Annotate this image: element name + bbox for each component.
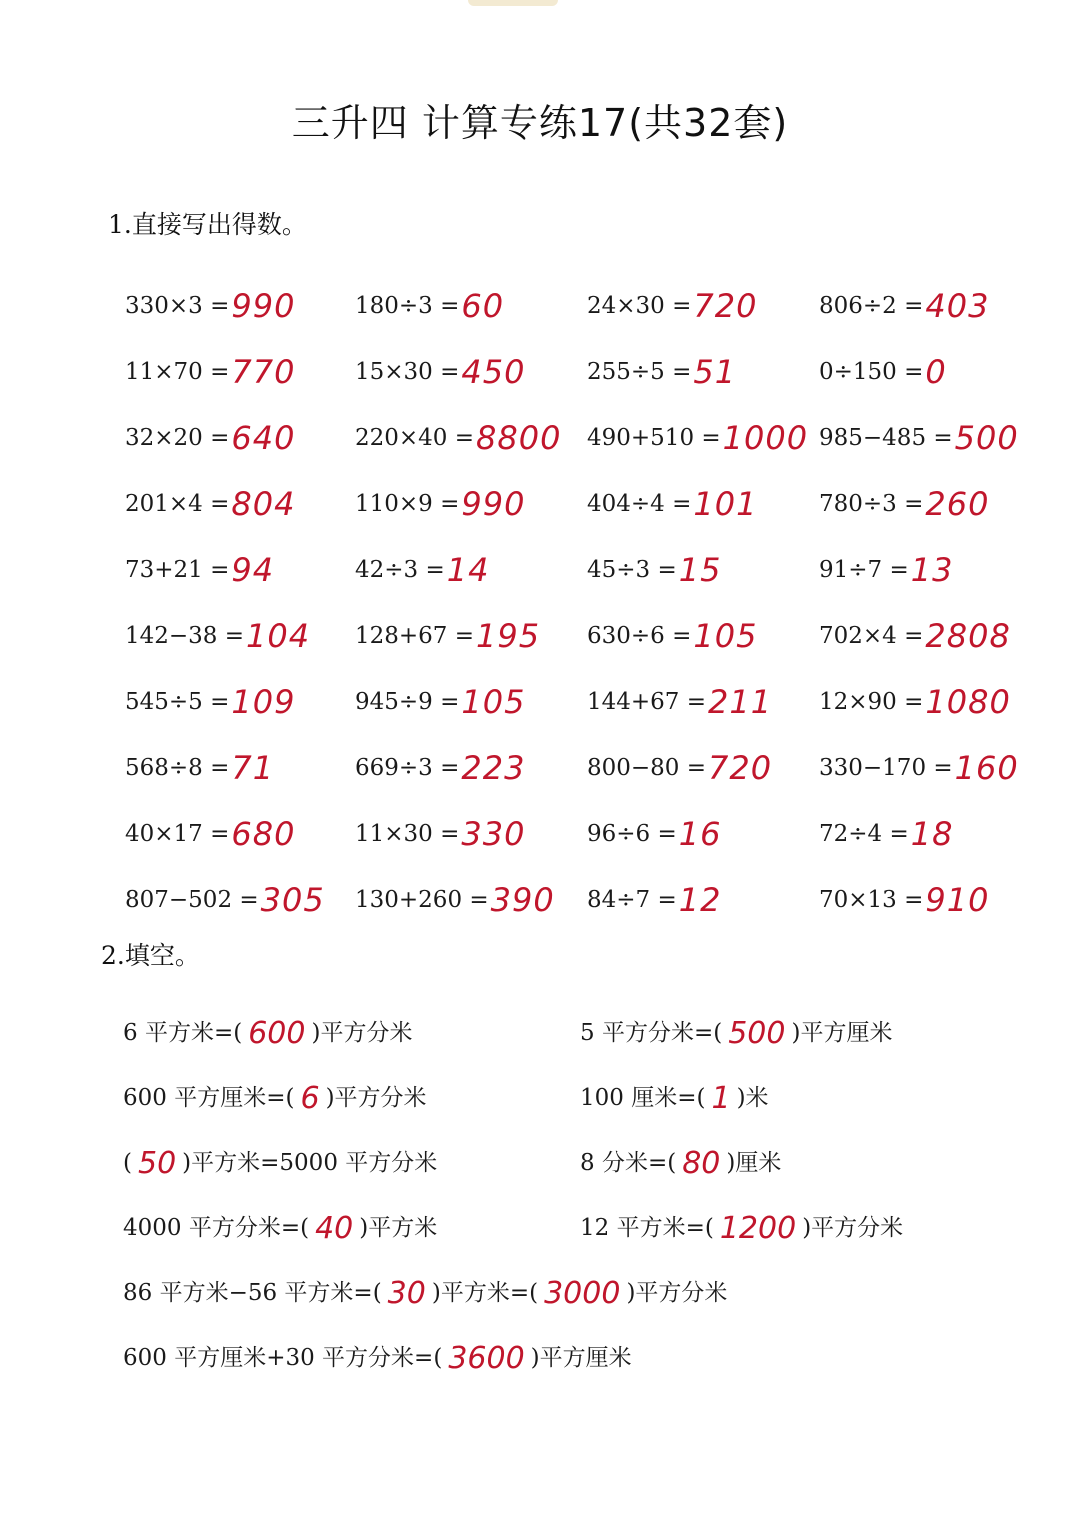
handwritten-answer: 720 [708, 749, 773, 787]
handwritten-answer: 80 [682, 1146, 721, 1181]
calc-expression: 220×40 = [355, 425, 475, 451]
calc-grid [125, 262, 1049, 922]
handwritten-answer: 1200 [719, 1211, 797, 1246]
fill-item [123, 1250, 1010, 1315]
fill-text: )平方厘米 [791, 1020, 893, 1046]
calc-item [355, 658, 587, 724]
handwritten-answer: 640 [231, 419, 296, 457]
calc-item [355, 592, 587, 658]
handwritten-answer: 260 [925, 485, 990, 523]
handwritten-answer: 600 [248, 1016, 306, 1051]
calc-expression: 255÷5 = [587, 359, 692, 385]
fill-item [580, 990, 1010, 1055]
handwritten-answer: 16 [678, 815, 722, 853]
calc-expression: 32×20 = [125, 425, 230, 451]
handwritten-answer: 1 [711, 1081, 731, 1116]
calc-expression: 73+21 = [125, 557, 230, 583]
fill-text: )厘米 [726, 1150, 782, 1176]
calc-item [587, 592, 819, 658]
section2-title: 2.填空。 [101, 941, 200, 970]
handwritten-answer: 101 [693, 485, 758, 523]
handwritten-answer: 403 [925, 287, 990, 325]
calc-item [355, 262, 587, 328]
calc-expression: 780÷3 = [819, 491, 924, 517]
calc-expression: 945÷9 = [355, 689, 460, 715]
calc-item [587, 328, 819, 394]
calc-item [819, 790, 1049, 856]
handwritten-answer: 51 [693, 353, 737, 391]
calc-item [819, 460, 1049, 526]
fill-text: )平方米=5000 平方分米 [182, 1150, 438, 1176]
calc-expression: 630÷6 = [587, 623, 692, 649]
fill-text: 600 平方厘米+30 平方分米=( [123, 1345, 443, 1371]
handwritten-answer: 211 [708, 683, 773, 721]
calc-item [125, 394, 355, 460]
calc-item [587, 790, 819, 856]
calc-item [125, 592, 355, 658]
handwritten-answer: 804 [231, 485, 296, 523]
calc-item [125, 262, 355, 328]
fill-text: )平方米 [359, 1215, 438, 1241]
calc-item [819, 394, 1049, 460]
calc-expression: 985−485 = [819, 425, 953, 451]
calc-item [819, 262, 1049, 328]
calc-item [355, 328, 587, 394]
page-title: 三升四 计算专练17(共32套) [291, 101, 789, 145]
calc-expression: 180÷3 = [355, 293, 460, 319]
calc-item [355, 394, 587, 460]
calc-item [125, 526, 355, 592]
calc-expression: 24×30 = [587, 293, 692, 319]
handwritten-answer: 50 [137, 1146, 177, 1181]
calc-expression: 130+260 = [355, 887, 489, 913]
calc-expression: 404÷4 = [587, 491, 692, 517]
calc-item [125, 328, 355, 394]
handwritten-answer: 500 [954, 419, 1019, 457]
handwritten-answer: 1080 [925, 683, 1011, 721]
calc-expression: 702×4 = [819, 623, 924, 649]
handwritten-answer: 305 [260, 881, 325, 919]
calc-expression: 11×30 = [355, 821, 460, 847]
handwritten-answer: 2808 [925, 617, 1011, 655]
handwritten-answer: 94 [231, 551, 275, 589]
handwritten-answer: 990 [461, 485, 526, 523]
calc-expression: 45÷3 = [587, 557, 677, 583]
fill-text: 5 平方分米=( [580, 1020, 723, 1046]
calc-expression: 110×9 = [355, 491, 460, 517]
fill-text: 100 厘米=( [580, 1085, 706, 1111]
calc-expression: 96÷6 = [587, 821, 677, 847]
calc-item [125, 658, 355, 724]
handwritten-answer: 105 [461, 683, 526, 721]
fill-text: 6 平方米=( [123, 1020, 243, 1046]
calc-expression: 800−80 = [587, 755, 707, 781]
calc-expression: 0÷150 = [819, 359, 924, 385]
handwritten-answer: 14 [446, 551, 490, 589]
handwritten-answer: 450 [461, 353, 526, 391]
calc-expression: 568÷8 = [125, 755, 230, 781]
calc-expression: 201×4 = [125, 491, 230, 517]
top-tab-decoration [468, 0, 558, 6]
fill-text: 86 平方米−56 平方米=( [123, 1280, 382, 1306]
calc-item [587, 262, 819, 328]
calc-item [819, 592, 1049, 658]
calc-expression: 128+67 = [355, 623, 475, 649]
calc-item [125, 460, 355, 526]
calc-expression: 11×70 = [125, 359, 230, 385]
calc-item [819, 856, 1049, 922]
calc-item [355, 856, 587, 922]
calc-item [587, 724, 819, 790]
calc-expression: 330×3 = [125, 293, 230, 319]
fill-item [123, 1185, 580, 1250]
handwritten-answer: 390 [490, 881, 555, 919]
calc-item [125, 790, 355, 856]
calc-item [125, 856, 355, 922]
calc-expression: 545÷5 = [125, 689, 230, 715]
fill-item [123, 990, 580, 1055]
fill-text: 8 分米=( [580, 1150, 677, 1176]
calc-expression: 70×13 = [819, 887, 924, 913]
calc-item [819, 658, 1049, 724]
handwritten-answer: 12 [678, 881, 722, 919]
handwritten-answer: 105 [693, 617, 758, 655]
handwritten-answer: 770 [231, 353, 296, 391]
handwritten-answer: 680 [231, 815, 296, 853]
calc-item [355, 724, 587, 790]
calc-item [125, 724, 355, 790]
fill-item [123, 1315, 1010, 1380]
fill-text: )平方分米 [802, 1215, 904, 1241]
fill-text: ( [123, 1150, 132, 1176]
fill-text: )平方分米 [325, 1085, 427, 1111]
handwritten-answer: 40 [315, 1211, 354, 1246]
section1-title: 1.直接写出得数。 [108, 210, 307, 239]
fill-text: )平方厘米 [530, 1345, 632, 1371]
calc-expression: 142−38 = [125, 623, 245, 649]
calc-expression: 91÷7 = [819, 557, 909, 583]
handwritten-answer: 330 [461, 815, 526, 853]
handwritten-answer: 3000 [544, 1276, 621, 1311]
calc-expression: 807−502 = [125, 887, 259, 913]
fill-text: )平方米=( [431, 1280, 539, 1306]
fill-item [580, 1055, 1010, 1120]
calc-expression: 144+67 = [587, 689, 707, 715]
handwritten-answer: 160 [954, 749, 1019, 787]
calc-expression: 330−170 = [819, 755, 953, 781]
calc-item [587, 856, 819, 922]
calc-item [819, 328, 1049, 394]
calc-expression: 15×30 = [355, 359, 460, 385]
calc-item [587, 658, 819, 724]
handwritten-answer: 990 [231, 287, 296, 325]
handwritten-answer: 720 [693, 287, 758, 325]
calc-expression: 669÷3 = [355, 755, 460, 781]
calc-expression: 490+510 = [587, 425, 721, 451]
calc-item [355, 790, 587, 856]
calc-item [587, 526, 819, 592]
handwritten-answer: 500 [728, 1016, 786, 1051]
handwritten-answer: 13 [910, 551, 954, 589]
handwritten-answer: 60 [461, 287, 505, 325]
handwritten-answer: 109 [231, 683, 296, 721]
calc-item [355, 460, 587, 526]
handwritten-answer: 8800 [476, 419, 562, 457]
fill-item [123, 1120, 580, 1185]
fill-text: )平方分米 [311, 1020, 413, 1046]
calc-item [355, 526, 587, 592]
calc-item [819, 724, 1049, 790]
handwritten-answer: 15 [678, 551, 722, 589]
fill-text: 12 平方米=( [580, 1215, 714, 1241]
calc-expression: 72÷4 = [819, 821, 909, 847]
calc-item [819, 526, 1049, 592]
calc-expression: 806÷2 = [819, 293, 924, 319]
calc-expression: 84÷7 = [587, 887, 677, 913]
handwritten-answer: 1000 [722, 419, 809, 457]
handwritten-answer: 18 [910, 815, 954, 853]
handwritten-answer: 30 [387, 1276, 426, 1311]
handwritten-answer: 195 [476, 617, 541, 655]
calc-item [587, 460, 819, 526]
handwritten-answer: 104 [246, 617, 311, 655]
fill-item [580, 1185, 1010, 1250]
fill-text: )米 [736, 1085, 769, 1111]
fill-text: )平方分米 [626, 1280, 728, 1306]
handwritten-answer: 71 [231, 749, 275, 787]
calc-expression: 12×90 = [819, 689, 924, 715]
handwritten-answer: 6 [300, 1081, 320, 1116]
handwritten-answer: 223 [461, 749, 526, 787]
fill-grid [123, 990, 1010, 1380]
fill-item [580, 1120, 1010, 1185]
calc-expression: 40×17 = [125, 821, 230, 847]
calc-item [587, 394, 819, 460]
fill-text: 600 平方厘米=( [123, 1085, 295, 1111]
fill-item [123, 1055, 580, 1120]
calc-expression: 42÷3 = [355, 557, 445, 583]
fill-text: 4000 平方分米=( [123, 1215, 310, 1241]
handwritten-answer: 0 [925, 353, 947, 391]
handwritten-answer: 910 [925, 881, 990, 919]
handwritten-answer: 3600 [448, 1341, 525, 1376]
